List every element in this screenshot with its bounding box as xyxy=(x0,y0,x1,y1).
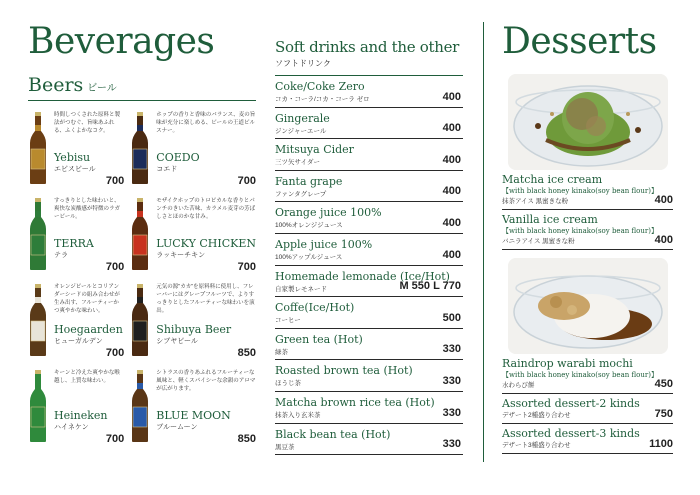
soft-drink-price: 500 xyxy=(442,311,461,324)
dessert-item xyxy=(502,424,673,454)
beer-description: すっきりとした味わいと、爽快な炭酸感が特徴のラガービール。 xyxy=(54,198,121,220)
dessert-item xyxy=(502,170,673,210)
soft-drink-name-jp: コカ・コーラ/コカ・コーラ ゼロ xyxy=(275,96,370,103)
dessert-price: 450 xyxy=(654,378,673,390)
soft-drink-name: Black bean tea (Hot) xyxy=(275,427,391,441)
beer-price: 700 xyxy=(105,347,125,359)
soft-drink-name: Green tea (Hot) xyxy=(275,332,363,346)
soft-drink-name-jp: ファンタグレープ xyxy=(275,190,327,198)
soft-drink-name-jp: 100%アップルジュース xyxy=(275,253,343,261)
soft-drink-name: Coffe(Ice/Hot) xyxy=(275,301,355,315)
soft-drinks-title: Soft drinks and the other xyxy=(275,38,460,56)
beer-bottle-icon xyxy=(28,111,48,185)
beer-name-jp: ラッキーチキン xyxy=(156,252,206,259)
beer-price: 850 xyxy=(237,347,256,359)
soft-drink-price: 400 xyxy=(442,90,461,103)
soft-drink-name: Fanta grape xyxy=(275,174,343,188)
dessert-price: 750 xyxy=(654,408,673,420)
beer-name: TERRA xyxy=(54,237,94,250)
beer-list xyxy=(28,111,256,445)
beer-name-jp: ブルームーン xyxy=(156,424,198,431)
dessert-name: Matcha ice cream xyxy=(502,173,603,186)
beer-description: キーンと冷えた爽やかな喉越し、上質な味わい。 xyxy=(54,370,120,384)
beer-name: Heineken xyxy=(54,409,108,422)
soft-drink-item xyxy=(275,424,463,456)
beer-item xyxy=(28,197,124,273)
soft-drink-name-jp: ジンジャーエール xyxy=(275,127,327,135)
soft-drink-name: Coke/Coke Zero xyxy=(275,80,365,93)
column-divider xyxy=(483,22,484,462)
beer-bottle-icon xyxy=(130,283,150,357)
beer-name: LUCKY CHICKEN xyxy=(156,237,256,250)
soft-drink-name-jp: 緑茶 xyxy=(275,348,288,356)
dessert-list-ice-cream xyxy=(502,170,673,250)
soft-drink-price: 400 xyxy=(442,122,461,135)
soft-drink-price: 400 xyxy=(442,153,461,166)
soft-drink-item xyxy=(275,234,463,266)
dessert-name-jp: デザート3種盛り合わせ xyxy=(502,442,571,449)
soft-drink-name-jp: 抹茶入り玄米茶 xyxy=(275,411,321,419)
beer-name-jp: エビスビール xyxy=(54,166,96,173)
soft-drink-name-jp: 自家製レモネード xyxy=(275,285,327,293)
beer-name-jp: コエド xyxy=(156,166,178,173)
soft-drink-item xyxy=(275,139,463,171)
soft-drink-price: 330 xyxy=(442,343,461,356)
beer-item xyxy=(130,111,256,187)
soft-drink-name-jp: コーヒー xyxy=(275,317,301,325)
soft-drink-name: Matcha brown rice tea (Hot) xyxy=(275,395,435,409)
soft-drink-item xyxy=(275,360,463,392)
dessert-name: Assorted dessert-3 kinds xyxy=(502,427,640,440)
beers-title: Beers xyxy=(28,74,84,96)
beer-bottle-icon xyxy=(130,197,150,271)
soft-drink-item xyxy=(275,108,463,140)
dessert-price: 1100 xyxy=(649,438,673,450)
soft-drink-item xyxy=(275,76,463,108)
beer-name-jp: ハイネケン xyxy=(54,424,89,431)
soft-drink-name-jp: ほうじ茶 xyxy=(275,380,301,388)
beer-name: Shibuya Beer xyxy=(156,323,232,336)
soft-drink-name: Homemade lemonade (Ice/Hot) xyxy=(275,269,450,283)
soft-drink-name: Orange juice 100% xyxy=(275,206,382,220)
beer-description: シトラスの香りあふれるフルーティーな風味と、軽くスパイシーな余韻のアロマが広がります。 xyxy=(156,370,256,392)
soft-drink-price: 400 xyxy=(442,216,461,229)
soft-drink-name: Mitsuya Cider xyxy=(275,143,354,157)
soft-drinks-subtitle: ソフトドリンク xyxy=(275,59,331,68)
soft-drink-price: 400 xyxy=(442,185,461,198)
soft-drink-name: Gingerale xyxy=(275,111,330,125)
soft-drink-item xyxy=(275,329,463,361)
soft-drink-item xyxy=(275,171,463,203)
soft-drink-price: 330 xyxy=(442,406,461,419)
soft-drink-name: Roasted brown tea (Hot) xyxy=(275,364,413,378)
matcha-ice-cream-photo xyxy=(508,74,668,170)
dessert-list-mochi xyxy=(502,354,673,454)
beer-name: COEDO xyxy=(156,151,200,164)
soft-drink-name-jp: 三ツ矢サイダー xyxy=(275,159,321,167)
beer-item xyxy=(28,283,124,359)
beer-bottle-icon xyxy=(28,197,48,271)
beverages-section xyxy=(28,20,256,445)
beer-name: BLUE MOON xyxy=(156,409,231,422)
dessert-name: Assorted dessert-2 kinds xyxy=(502,397,640,410)
dessert-name-jp: 水わらび餅 xyxy=(502,382,535,389)
warabi-mochi-photo xyxy=(508,258,668,354)
dessert-name: Raindrop warabi mochi xyxy=(502,357,633,370)
beer-description: ホップの香りと香味のバランス、麦の旨味が充分に楽しめる、ビールの王道ピルスナー。 xyxy=(156,112,256,134)
beers-heading xyxy=(28,74,256,96)
beer-item xyxy=(130,197,256,273)
beer-item xyxy=(28,369,124,445)
beer-price: 850 xyxy=(237,433,256,445)
dessert-name-jp: 抹茶アイス 黒蜜きな粉 xyxy=(502,198,569,205)
beer-bottle-icon xyxy=(28,369,48,443)
dessert-name-jp: デザート2種盛り合わせ xyxy=(502,412,571,419)
soft-drink-item xyxy=(275,202,463,234)
dessert-item xyxy=(502,210,673,250)
dessert-price: 400 xyxy=(654,194,673,206)
dessert-price: 400 xyxy=(654,234,673,246)
beer-description: モザイクホップのトロピカルな香りとパンチのきいた苦味、カラメル麦芽の芳ばしさとほのかな甘み。 xyxy=(156,198,256,220)
soft-drink-item xyxy=(275,297,463,329)
beer-bottle-icon xyxy=(130,111,150,185)
beer-name-jp: シブヤビール xyxy=(156,338,198,345)
beer-price: 700 xyxy=(105,261,125,273)
beverages-title: Beverages xyxy=(28,21,215,62)
soft-drink-name-jp: 黒豆茶 xyxy=(275,443,295,451)
beers-title-jp: ビール xyxy=(87,83,117,94)
desserts-section xyxy=(502,20,673,454)
soft-drink-price: 400 xyxy=(442,248,461,261)
dessert-item xyxy=(502,354,673,394)
beer-item xyxy=(130,283,256,359)
beer-name-jp: ヒューガルデン xyxy=(54,338,103,345)
dessert-topping: 【with black honey kinako(soy bean flour)】 xyxy=(502,187,658,195)
desserts-title: Desserts xyxy=(502,21,657,62)
beer-bottle-icon xyxy=(130,369,150,443)
soft-drink-item xyxy=(275,392,463,424)
beer-price: 700 xyxy=(105,175,125,187)
beer-price: 700 xyxy=(105,433,125,445)
beer-price: 700 xyxy=(237,261,256,273)
soft-drinks-list xyxy=(275,75,463,455)
beer-description: 元気の源"カカ"を原料料に使用し、フレーバーにはグレープフルーツで、よりすっきりとしたフルーティーな味わいを演出。 xyxy=(156,284,255,314)
beer-name-jp: テラ xyxy=(54,252,68,259)
beer-price: 700 xyxy=(237,175,256,187)
dessert-name-jp: バニラアイス 黒蜜きな粉 xyxy=(502,238,575,245)
beer-description: オレンジピールとコリアンダーシードの組み合わせが生み出す、フルーティーかつ爽やかな味わい。 xyxy=(54,284,120,314)
beer-name: Yebisu xyxy=(54,151,91,164)
dessert-topping: 【with black honey kinako(soy bean flour)】 xyxy=(502,227,658,235)
soft-drink-price: M 550 L 770 xyxy=(399,280,461,293)
beer-item xyxy=(28,111,124,187)
soft-drink-name: Apple juice 100% xyxy=(275,237,373,251)
soft-drink-name-jp: 100%オレンジジュース xyxy=(275,222,343,230)
beer-bottle-icon xyxy=(28,283,48,357)
beer-description: 時間しつくされた原料と製法がつむぐ、旨味あふれる、ふくよかなコク。 xyxy=(54,112,121,134)
soft-drink-price: 330 xyxy=(442,374,461,387)
dessert-name: Vanilla ice cream xyxy=(502,213,598,226)
beer-name: Hoegaarden xyxy=(54,323,123,336)
dessert-item xyxy=(502,394,673,424)
soft-drink-price: 330 xyxy=(442,438,461,451)
dessert-topping: 【with black honey kinako(soy bean flour)】 xyxy=(502,371,658,379)
beers-rule xyxy=(28,100,256,101)
soft-drink-item xyxy=(275,266,463,298)
soft-drinks-section xyxy=(275,38,463,455)
beer-item xyxy=(130,369,256,445)
